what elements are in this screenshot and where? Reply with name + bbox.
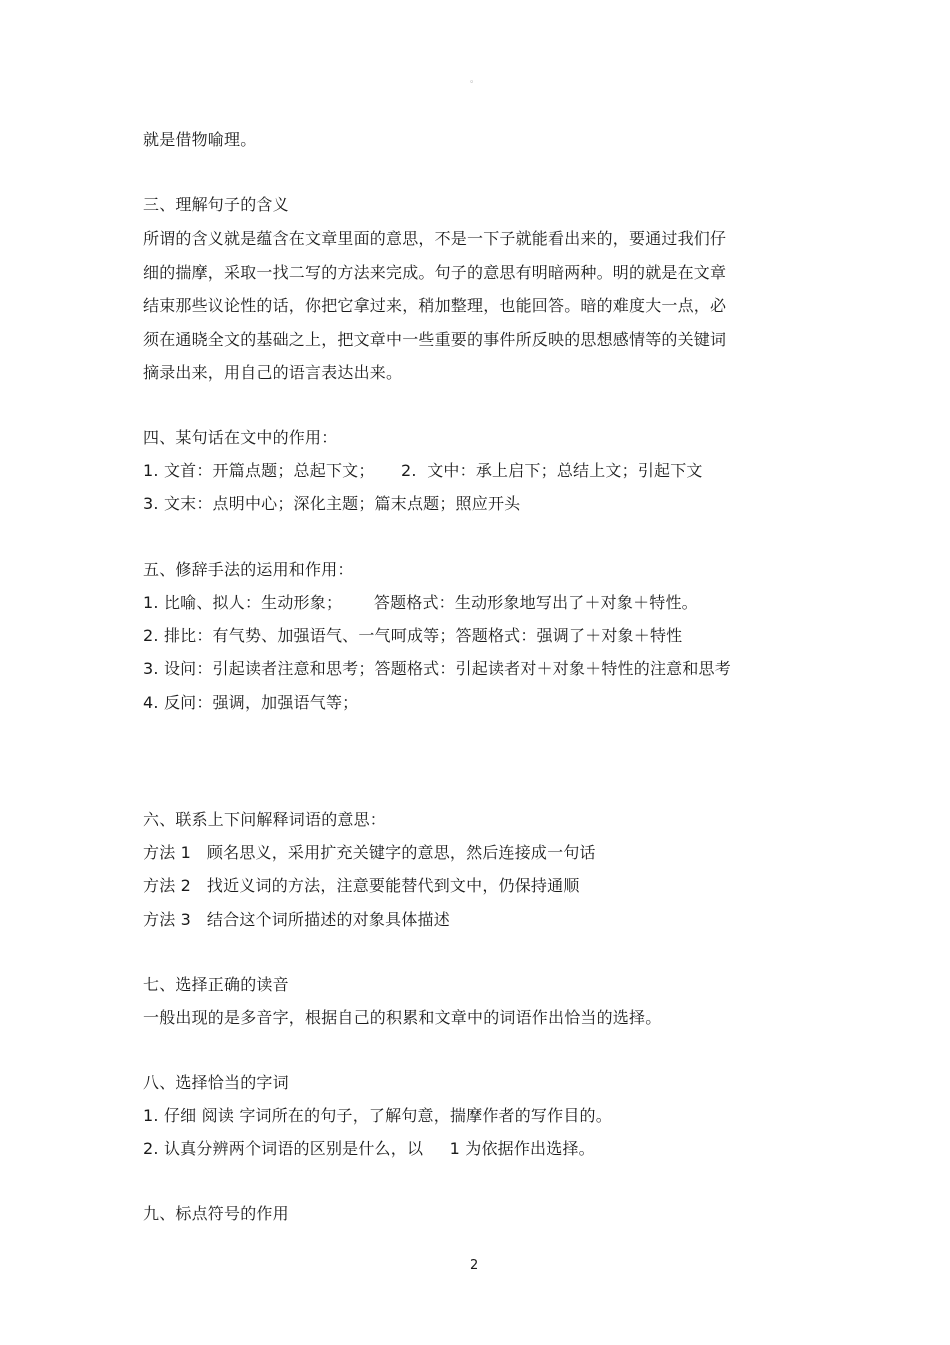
list-item: 3. 文末：点明中心；深化主题；篇末点题；照应开头 (143, 494, 521, 513)
list-item: 方法 3 结合这个词所描述的对象具体描述 (143, 910, 450, 929)
section-title-3: 三、理解句子的含义 (143, 195, 289, 214)
list-item: 1. 比喻、拟人：生动形象； 答题格式：生动形象地写出了＋对象＋特性。 (143, 593, 698, 612)
list-item: 1. 文首：开篇点题；总起下文； 2. 文中：承上启下；总结上文；引起下文 (143, 461, 703, 480)
list-item: 2. 排比：有气势、加强语气、一气呵成等；答题格式：强调了＋对象＋特性 (143, 626, 683, 645)
list-item: 1. 仔细 阅读 字词所在的句子，了解句意，揣摩作者的写作目的。 (143, 1106, 612, 1125)
section-title-4: 四、某句话在文中的作用： (143, 428, 338, 447)
page-number: 2 (470, 1258, 479, 1273)
paragraph-line: 细的揣摩，采取一找二写的方法来完成。句子的意思有明暗两种。明的就是在文章 (143, 262, 727, 282)
text-line: 一般出现的是多音字，根据自己的积累和文章中的词语作出恰当的选择。 (143, 1008, 662, 1027)
paragraph-line: 须在通晓全文的基础之上，把文章中一些重要的事件所反映的思想感情等的关键词 (143, 329, 727, 349)
list-item: 3. 设问：引起读者注意和思考；答题格式：引起读者对＋对象＋特性的注意和思考 (143, 659, 731, 678)
section-3-paragraph (143, 222, 755, 390)
section-title-6: 六、联系上下问解释词语的意思： (143, 810, 387, 829)
list-item: 4. 反问：强调，加强语气等； (143, 693, 359, 712)
paragraph-line: 所谓的含义就是蕴含在文章里面的意思，不是一下子就能看出来的，要通过我们仔 (143, 229, 727, 248)
list-item: 方法 2 找近义词的方法，注意要能替代到文中，仍保持通顺 (143, 876, 580, 895)
section-title-8: 八、选择恰当的字词 (143, 1073, 289, 1092)
section-title-5: 五、修辞手法的运用和作用： (143, 560, 354, 579)
list-item: 方法 1 顾名思义，采用扩充关键字的意思，然后连接成一句话 (143, 843, 596, 862)
section-title-9: 九、标点符号的作用 (143, 1204, 289, 1223)
list-item: 2. 认真分辨两个词语的区别是什么，以 1 为依据作出选择。 (143, 1139, 595, 1158)
text-line: 就是借物喻理。 (143, 130, 257, 149)
section-title-7: 七、选择正确的读音 (143, 975, 289, 994)
paragraph-line: 摘录出来，用自己的语言表达出来。 (143, 363, 403, 383)
header-mark: 。 (470, 75, 480, 85)
paragraph-line: 结束那些议论性的话，你把它拿过来，稍加整理，也能回答。暗的难度大一点，必 (143, 296, 727, 316)
